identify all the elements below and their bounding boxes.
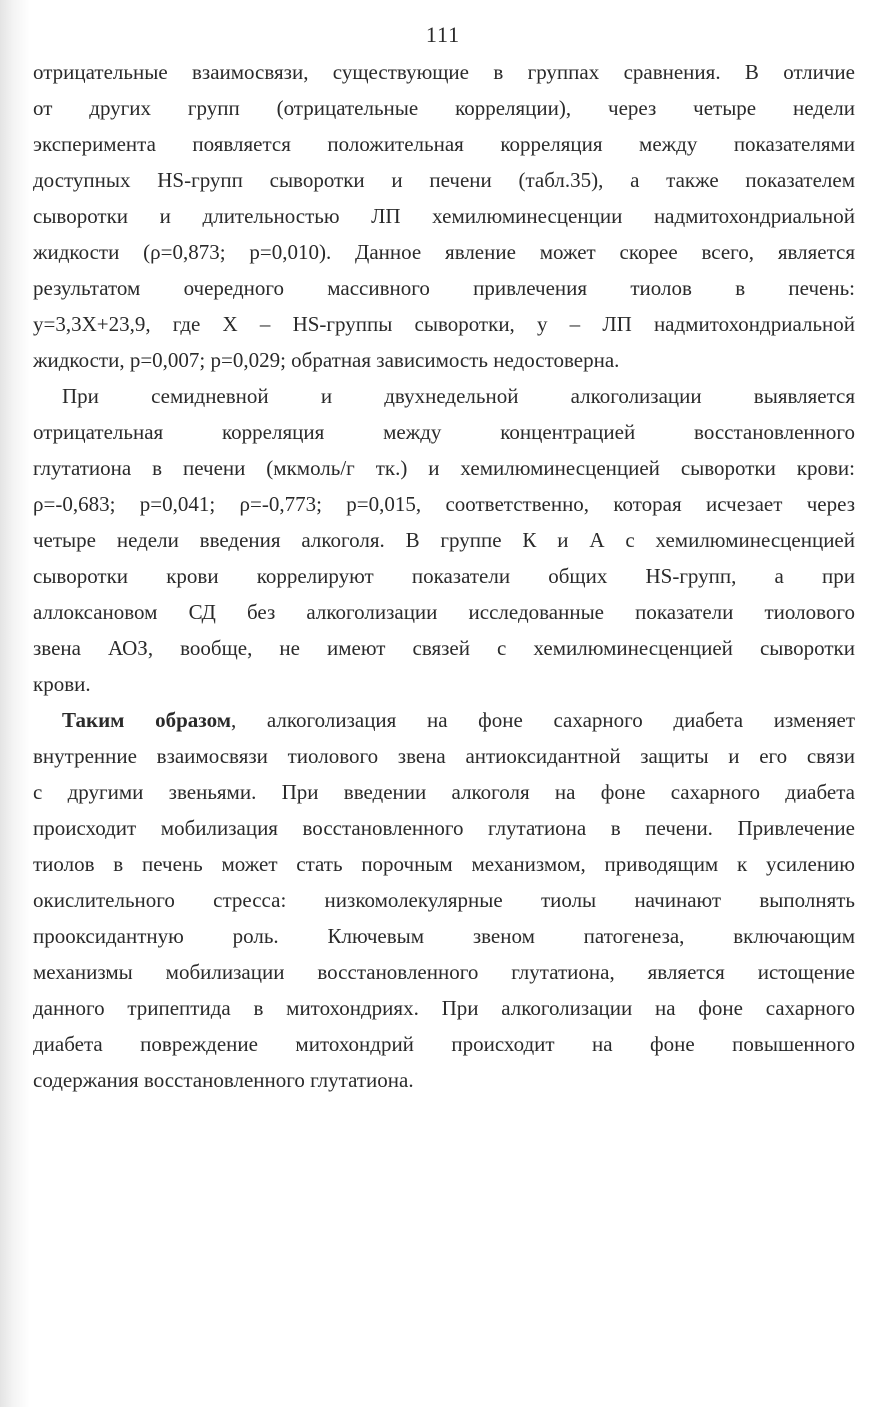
body-text (33, 54, 855, 1098)
text-line: доступных HS-групп сыворотки и печени (табл.35), а также показателем (33, 168, 855, 192)
text-line: от других групп (отрицательные корреляции), через четыре недели (33, 96, 855, 120)
text-line: аллоксановом СД без алкоголизации исследованные показатели тиолового (33, 600, 855, 624)
text-line: результатом очередного массивного привлечения тиолов в печень: (33, 276, 855, 300)
paragraph-1 (33, 54, 855, 378)
text-line: прооксидантную роль. Ключевым звеном патогенеза, включающим (33, 924, 855, 948)
text-line: глутатиона в печени (мкмоль/г тк.) и хемилюминесценцией сыворотки крови: (33, 456, 855, 480)
lead-rest: , алкоголизация на фоне сахарного диабета изменяет (231, 708, 855, 732)
text-line: ρ=-0,683; p=0,041; ρ=-0,773; p=0,015, соответственно, которая исчезает через (33, 492, 855, 516)
text-line: внутренние взаимосвязи тиолового звена антиоксидантной защиты и его связи (33, 744, 855, 768)
paragraph-2 (33, 378, 855, 702)
text-line: механизмы мобилизации восстановленного глутатиона, является истощение (33, 960, 855, 984)
text-line (33, 702, 855, 738)
text-line: сыворотки крови коррелируют показатели общих HS-групп, а при (33, 564, 855, 588)
text-line: четыре недели введения алкоголя. В группе К и А с хемилюминесценцией (33, 528, 855, 552)
text-line: При семидневной и двухнедельной алкоголизации выявляется (62, 384, 855, 408)
text-line: жидкости (ρ=0,873; p=0,010). Данное явление может скорее всего, является (33, 240, 855, 264)
text-line: эксперимента появляется положительная корреляция между показателями (33, 132, 855, 156)
page-number: 111 (425, 22, 461, 47)
text-line: содержания восстановленного глутатиона. (33, 1068, 414, 1092)
text-line: y=3,3X+23,9, где X – HS-группы сыворотки, y – ЛП надмитохондриальной (33, 312, 855, 336)
text-line: диабета повреждение митохондрий происходит на фоне повышенного (33, 1032, 855, 1056)
text-line: с другими звеньями. При введении алкоголя на фоне сахарного диабета (33, 780, 855, 804)
text-line: происходит мобилизация восстановленного глутатиона в печени. Привлечение (33, 816, 855, 840)
text-line: отрицательные взаимосвязи, существующие в группах сравнения. В отличие (33, 60, 855, 84)
text-line: отрицательная корреляция между концентрацией восстановленного (33, 420, 855, 444)
text-line: жидкости, p=0,007; p=0,029; обратная зависимость недостоверна. (33, 348, 620, 372)
bold-lead: Таким образом (62, 708, 232, 732)
text-line: крови. (33, 672, 91, 696)
text-line: тиолов в печень может стать порочным механизмом, приводящим к усилению (33, 852, 855, 876)
text-line: данного трипептида в митохондриях. При алкоголизации на фоне сахарного (33, 996, 855, 1020)
text-line: сыворотки и длительностью ЛП хемилюминесценции надмитохондриальной (33, 204, 855, 228)
scan-edge-shadow (0, 0, 30, 1407)
paragraph-3 (33, 702, 855, 1098)
text-line: звена АОЗ, вообще, не имеют связей с хемилюминесценцией сыворотки (33, 636, 855, 660)
text-line: окислительного стресса: низкомолекулярные тиолы начинают выполнять (33, 888, 855, 912)
